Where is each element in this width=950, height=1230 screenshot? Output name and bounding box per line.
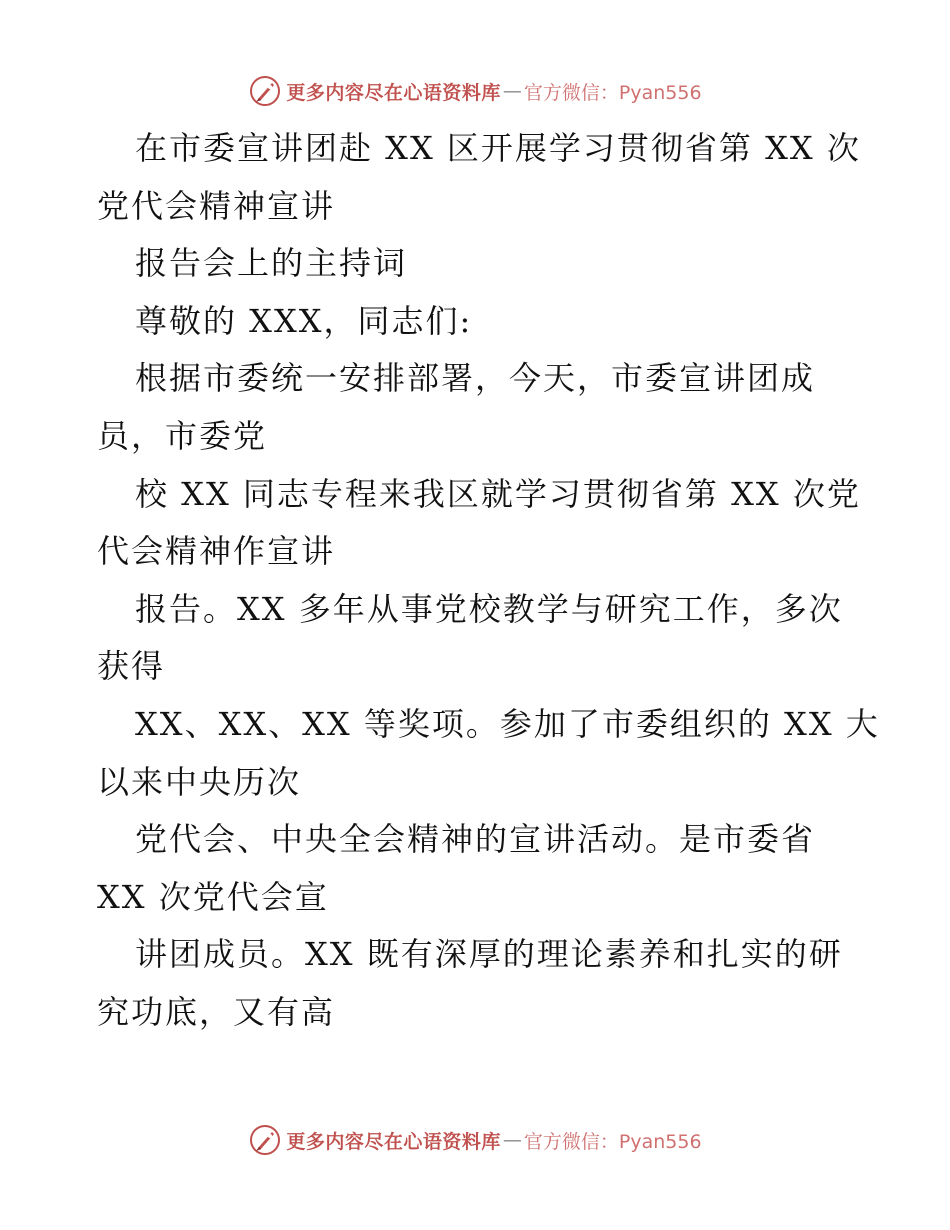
paragraph-line: 代会精神作宣讲 [97,532,336,571]
header-label: 更多内容尽在心语资料库 [286,81,501,104]
title-line-1: 在市委宣讲团赴 XX 区开展学习贯彻省第 XX 次 [135,129,861,167]
paragraph-line: 讲团成员。XX 既有深厚的理论素养和扎实的研 [135,935,843,974]
paragraph-line: 获得 [97,647,166,686]
footer-banner [0,1120,950,1160]
document-body [97,120,880,1042]
footer-wechat: 官方微信：Pyan556 [523,1130,702,1153]
quill-pen-icon [248,1123,282,1157]
paragraph-line: 校 XX 同志专程来我区就学习贯彻省第 XX 次党 [135,474,861,513]
title-line-2: 党代会精神宣讲 [97,186,336,225]
paragraph-line: 员，市委党 [97,416,268,455]
paragraph-line: 报告。XX 多年从事党校教学与研究工作，多次 [135,589,843,628]
header-wechat: 官方微信：Pyan556 [523,81,702,104]
quill-pen-icon [248,74,282,108]
footer-label: 更多内容尽在心语资料库 [286,1130,501,1153]
footer-separator: — [502,1129,522,1151]
paragraph-line: 究功底，又有高 [97,992,336,1031]
title-line-3: 报告会上的主持词 [135,244,408,283]
paragraph-line: XX、XX、XX 等奖项。参加了市委组织的 XX 大 [135,704,880,743]
paragraph-line: XX 次党代会宣 [97,877,329,916]
paragraph-line: 党代会、中央全会精神的宣讲活动。是市委省 [135,820,816,859]
header-separator: — [502,80,522,102]
header-banner [0,71,950,111]
salutation-line: 尊敬的 XXX，同志们: [135,301,473,340]
paragraph-line: 根据市委统一安排部署，今天，市委宣讲团成 [135,359,816,398]
paragraph-line: 以来中央历次 [97,762,302,801]
